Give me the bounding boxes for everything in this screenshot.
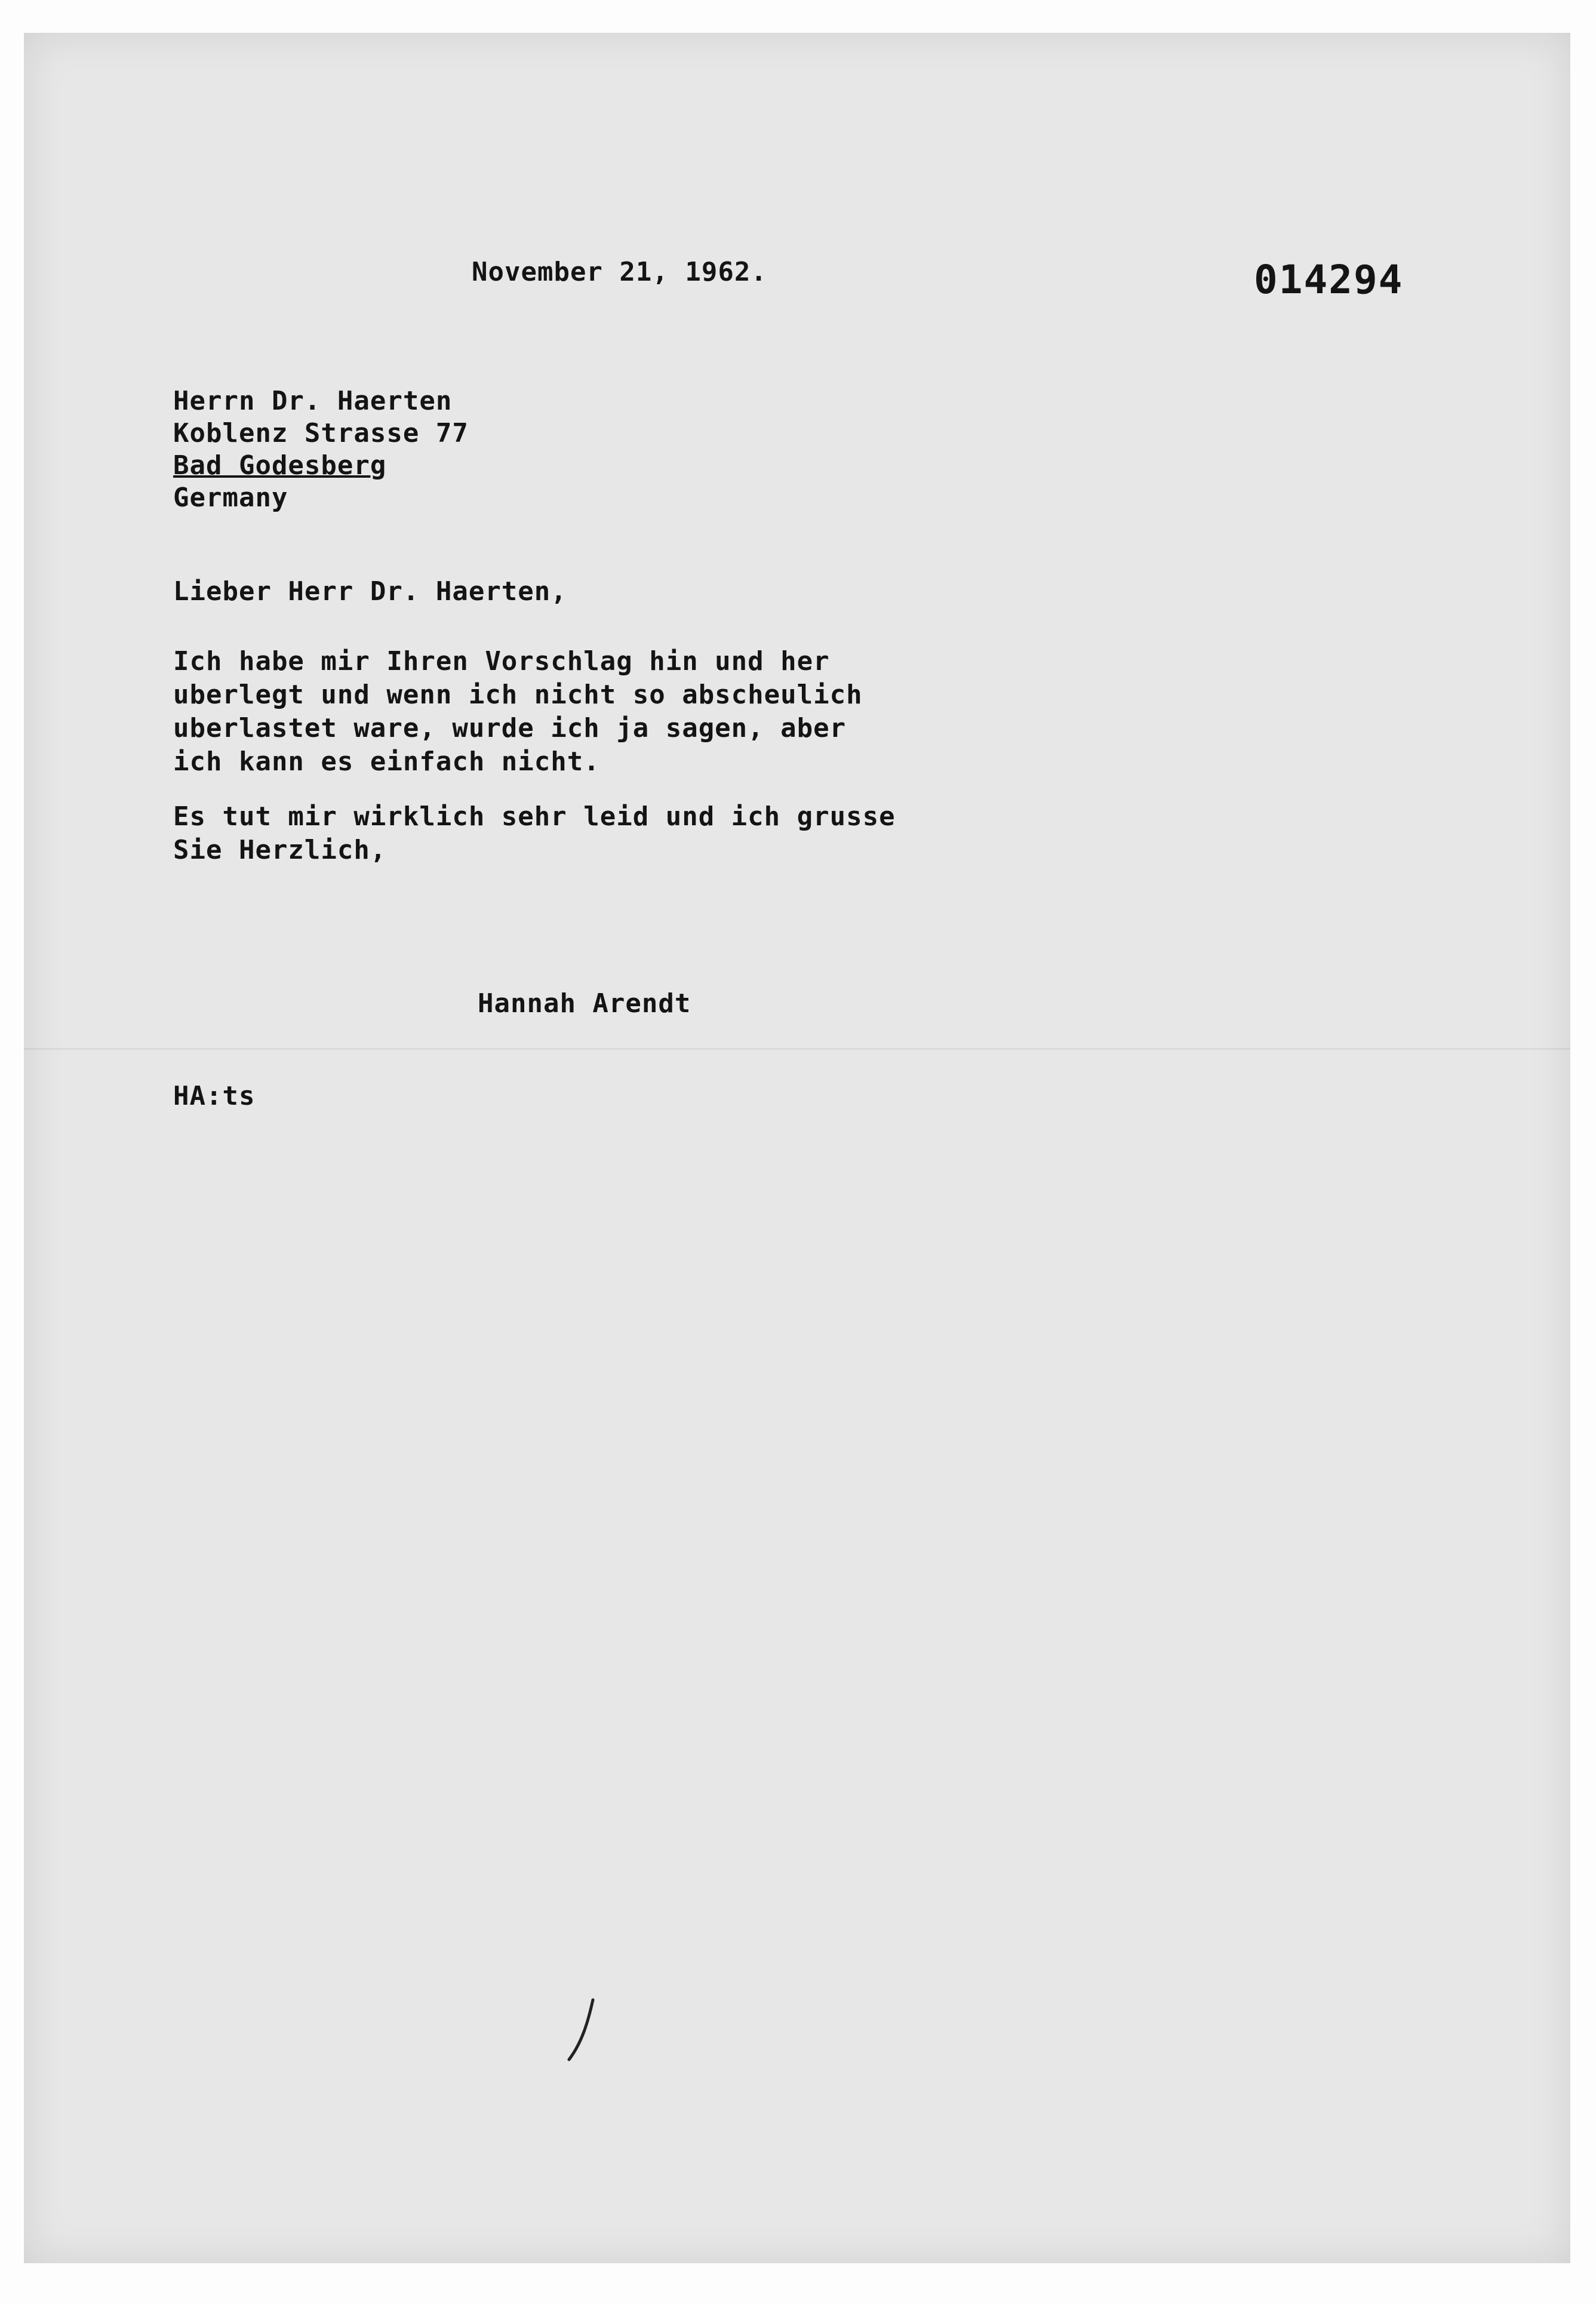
document-number: 014294 (1254, 257, 1404, 303)
bleed-through-text (752, 382, 1409, 1588)
body-line: Ich habe mir Ihren Vorschlag hin und her (173, 646, 830, 677)
letter-page (24, 33, 1570, 2263)
pen-mark (564, 1997, 600, 2063)
recipient-city: Bad Godesberg (173, 450, 387, 481)
body-line: Es tut mir wirklich sehr leid und ich grusse (173, 801, 896, 832)
body-paragraph-2 (173, 800, 896, 867)
body-line: uberlegt und wenn ich nicht so abscheulich (173, 680, 863, 710)
recipient-address (173, 385, 469, 514)
recipient-street: Koblenz Strasse 77 (173, 418, 469, 448)
letter-date: November 21, 1962. (472, 257, 767, 287)
body-line: uberlastet ware, wurde ich ja sagen, aber (173, 713, 847, 743)
typist-initials: HA:ts (173, 1081, 256, 1111)
body-paragraph-1 (173, 645, 863, 779)
body-line: Sie Herzlich, (173, 835, 387, 865)
recipient-name: Herrn Dr. Haerten (173, 386, 453, 416)
signer-name: Hannah Arendt (478, 988, 691, 1019)
recipient-country: Germany (173, 482, 288, 513)
salutation: Lieber Herr Dr. Haerten, (173, 576, 567, 607)
body-line: ich kann es einfach nicht. (173, 746, 600, 777)
